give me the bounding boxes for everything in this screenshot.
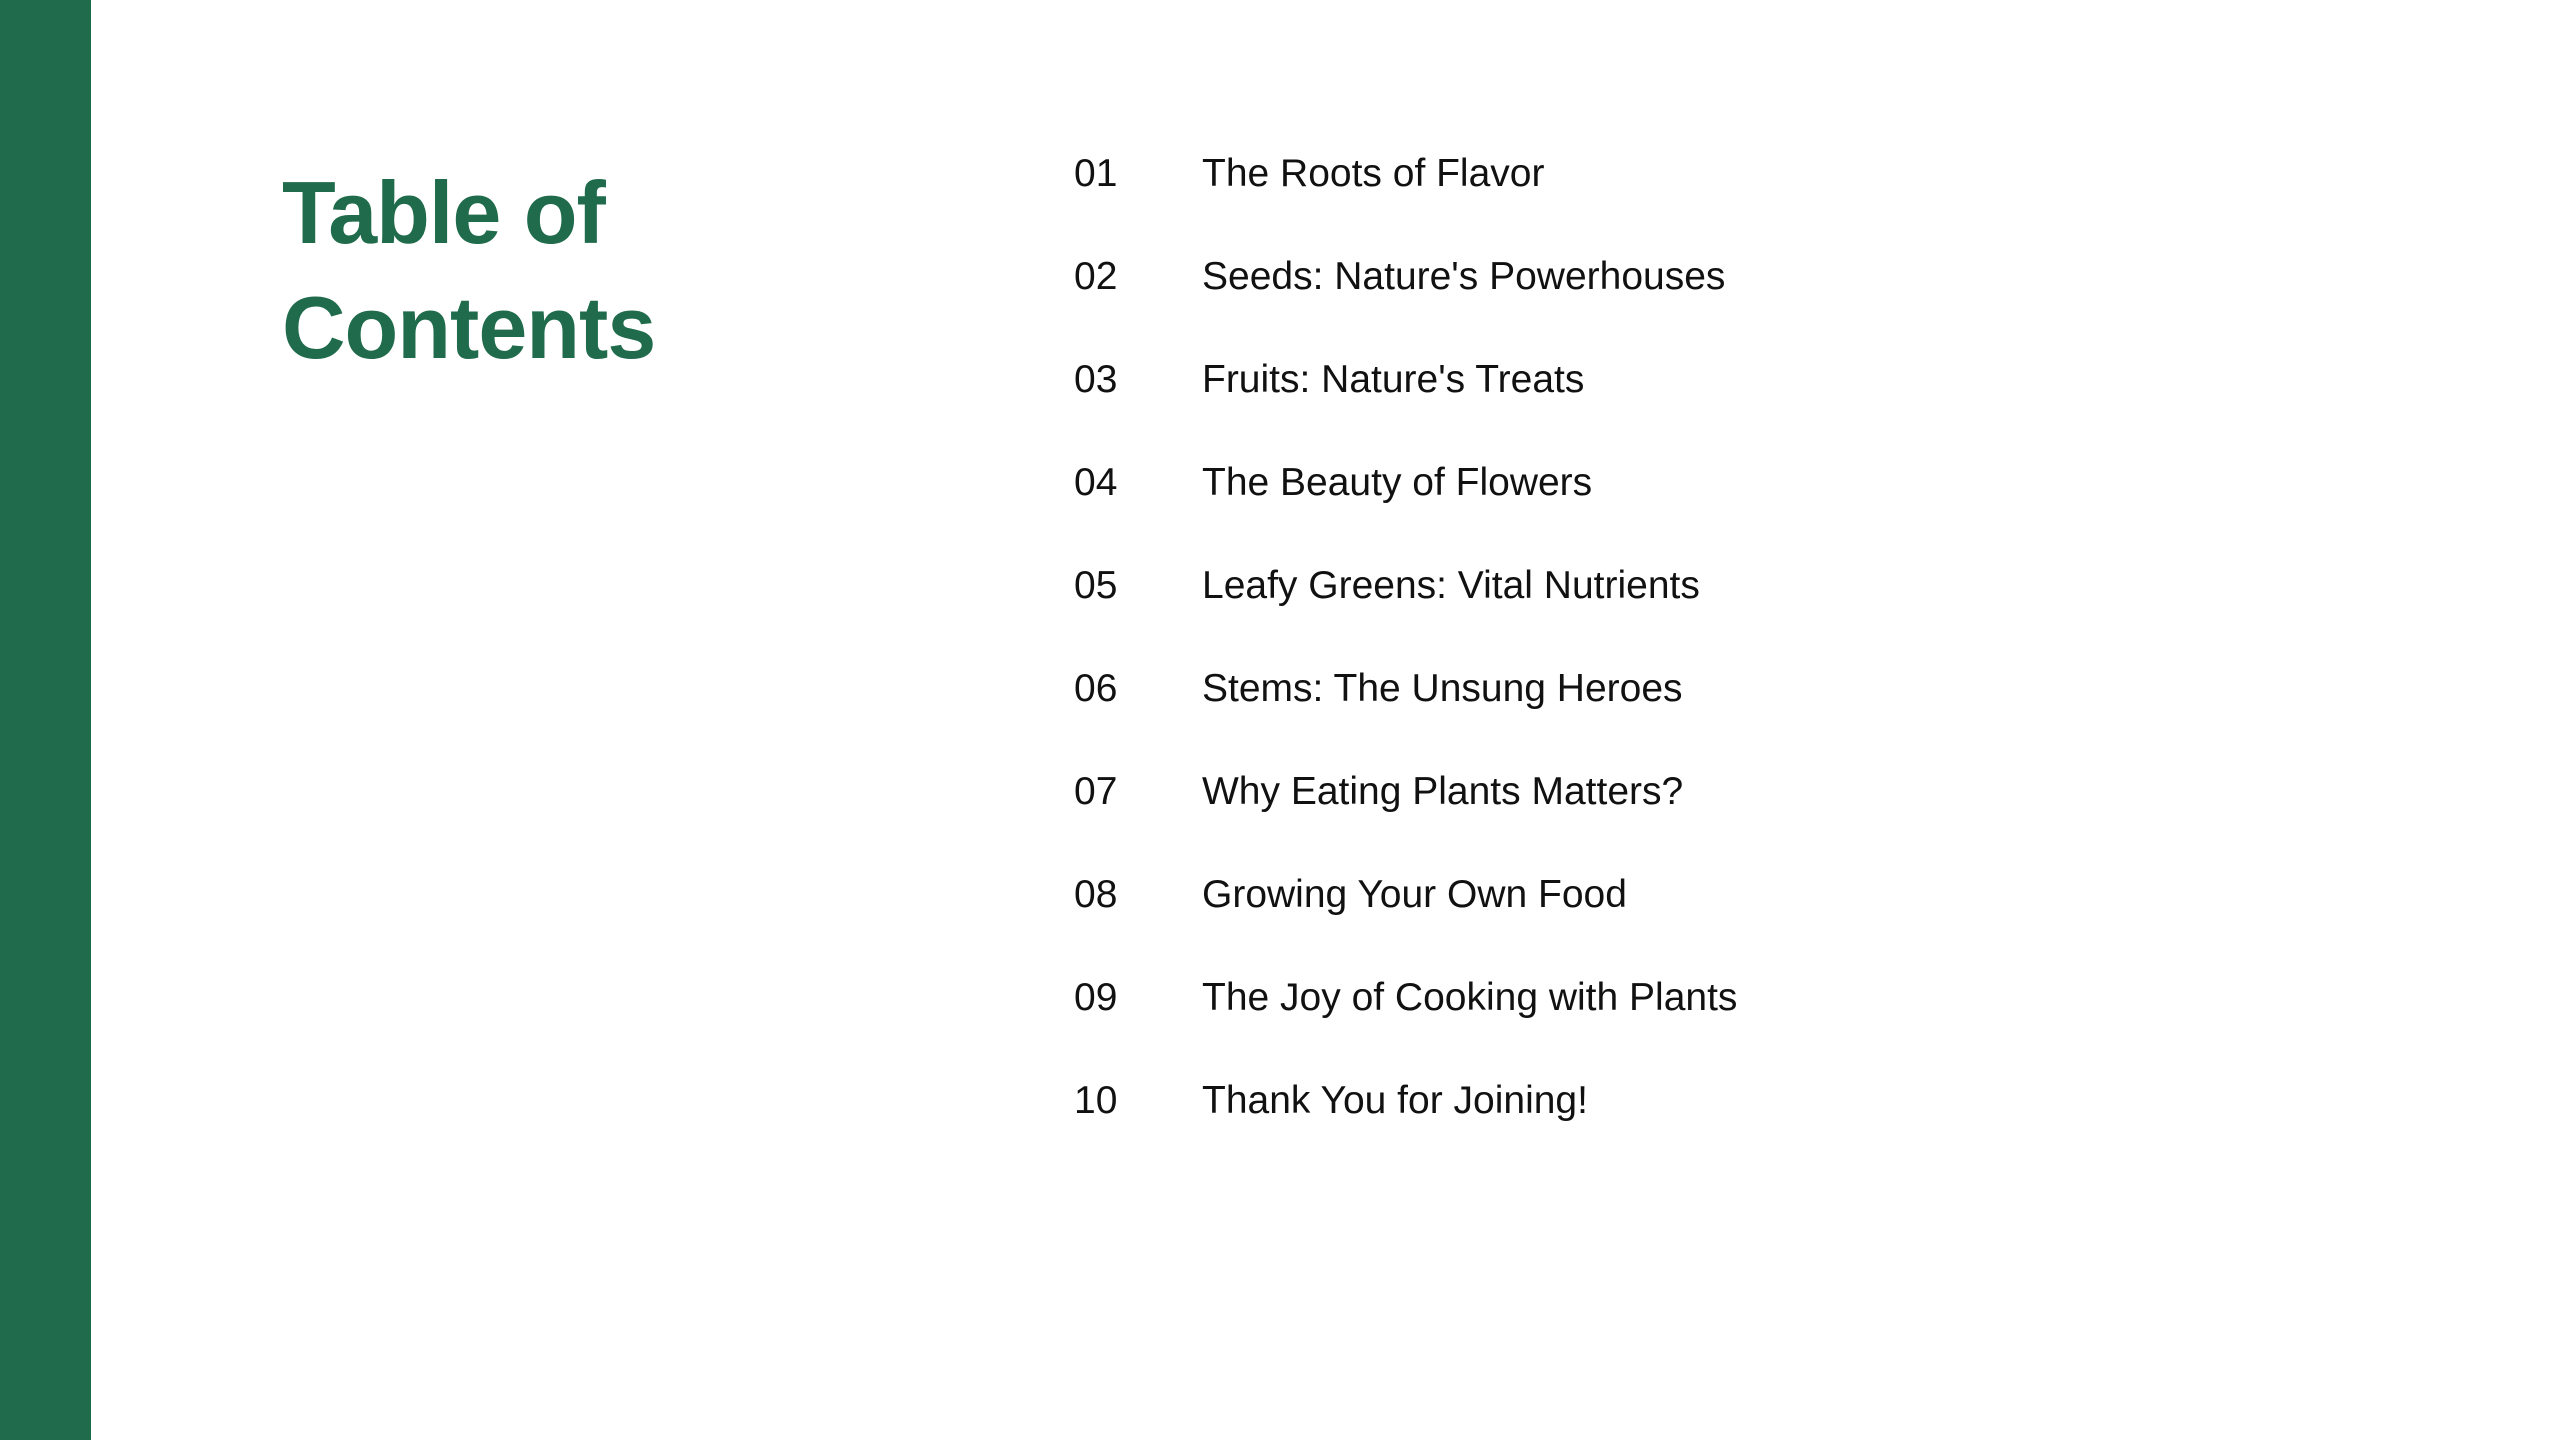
toc-item-label: Leafy Greens: Vital Nutrients xyxy=(1202,563,1700,607)
toc-item-01[interactable] xyxy=(1074,122,2274,225)
toc-item-number: 09 xyxy=(1074,975,1118,1019)
toc-item-number: 02 xyxy=(1074,254,1118,298)
page-title-line-2: Contents xyxy=(282,278,656,377)
toc-item-02[interactable] xyxy=(1074,225,2274,328)
page-title xyxy=(282,155,842,385)
toc-item-label: Thank You for Joining! xyxy=(1202,1078,1588,1122)
toc-item-label: Why Eating Plants Matters? xyxy=(1202,769,1684,813)
toc-item-number: 07 xyxy=(1074,769,1118,813)
toc-item-09[interactable] xyxy=(1074,946,2274,1049)
toc-item-06[interactable] xyxy=(1074,637,2274,740)
toc-item-number: 10 xyxy=(1074,1078,1118,1122)
toc-item-label: Growing Your Own Food xyxy=(1202,872,1627,916)
toc-item-04[interactable] xyxy=(1074,431,2274,534)
toc-item-label: Seeds: Nature's Powerhouses xyxy=(1202,254,1726,298)
toc-item-label: The Joy of Cooking with Plants xyxy=(1202,975,1738,1019)
toc-item-10[interactable] xyxy=(1074,1049,2274,1152)
toc-item-03[interactable] xyxy=(1074,328,2274,431)
toc-item-label: The Roots of Flavor xyxy=(1202,151,1545,195)
accent-bar xyxy=(0,0,91,1440)
toc-item-08[interactable] xyxy=(1074,843,2274,946)
table-of-contents-list xyxy=(1074,122,2274,1152)
toc-item-number: 03 xyxy=(1074,357,1118,401)
toc-item-number: 05 xyxy=(1074,563,1118,607)
toc-item-07[interactable] xyxy=(1074,740,2274,843)
toc-item-label: Fruits: Nature's Treats xyxy=(1202,357,1585,401)
toc-item-number: 01 xyxy=(1074,151,1118,195)
toc-item-label: Stems: The Unsung Heroes xyxy=(1202,666,1683,710)
toc-item-number: 04 xyxy=(1074,460,1118,504)
toc-item-number: 08 xyxy=(1074,872,1118,916)
toc-item-number: 06 xyxy=(1074,666,1118,710)
toc-item-label: The Beauty of Flowers xyxy=(1202,460,1593,504)
toc-item-05[interactable] xyxy=(1074,534,2274,637)
page-title-line-1: Table of xyxy=(282,163,605,262)
